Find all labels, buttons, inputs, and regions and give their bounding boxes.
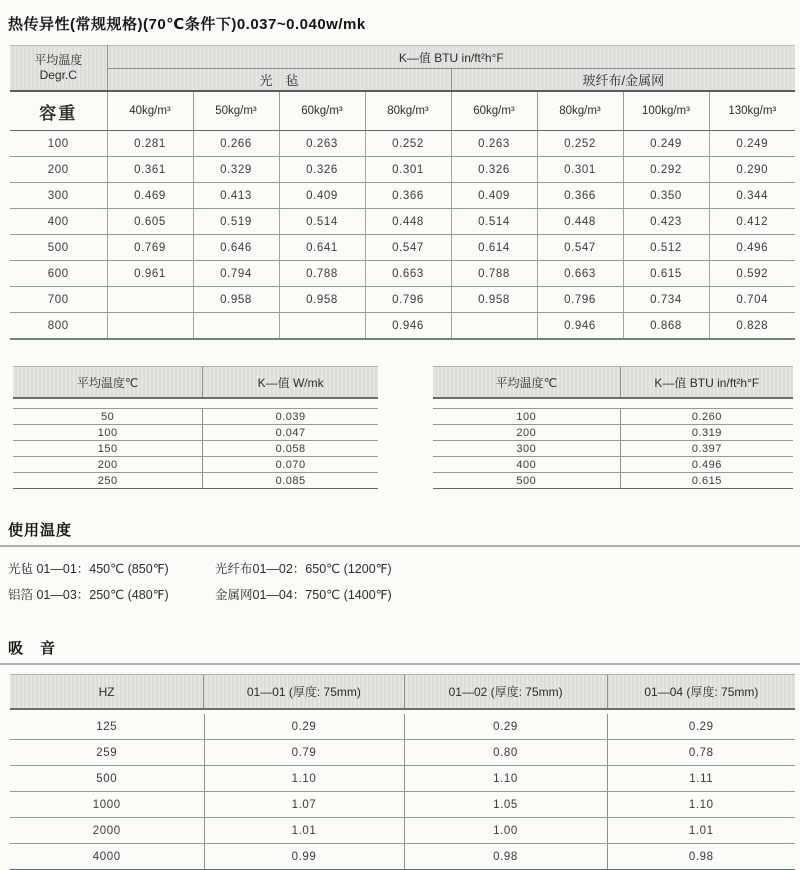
absorption-table (10, 674, 795, 870)
table-cell: 0.98 (607, 844, 795, 870)
table-cell: 0.263 (279, 131, 365, 157)
table-cell: 200 (13, 457, 203, 473)
table-cell: 0.397 (620, 441, 793, 457)
table-cell: 0.496 (620, 457, 793, 473)
table-row (13, 425, 378, 441)
table-cell: 0.249 (623, 131, 709, 157)
table-row (10, 287, 795, 313)
table-cell: 0.614 (451, 235, 537, 261)
table-cell: 0.796 (365, 287, 451, 313)
table-cell: 0.961 (107, 261, 193, 287)
table-cell: 0.085 (203, 473, 378, 489)
table-cell: 0.946 (537, 313, 623, 340)
absorption-heading: 吸 音 (8, 640, 57, 657)
table-cell: 0.646 (193, 235, 279, 261)
usage-item: 光毡 01—01：450℃ (850℉) (8, 562, 169, 576)
wmk-table-header (13, 366, 378, 399)
table-cell: 0.641 (279, 235, 365, 261)
table-cell: 1.01 (204, 818, 404, 844)
table-cell: 0.78 (607, 740, 795, 766)
table-cell: 0.79 (204, 740, 404, 766)
btu-temp-header: 平均温度℃ (495, 375, 558, 390)
usage-row (8, 555, 800, 581)
table-cell: 100 (13, 425, 203, 441)
table-cell: 0.734 (623, 287, 709, 313)
table-cell: 0.663 (365, 261, 451, 287)
table-row (10, 714, 795, 740)
table-cell: 259 (10, 740, 204, 766)
table-cell: 0.252 (537, 131, 623, 157)
table-cell: 1.05 (404, 792, 607, 818)
table-cell: 0.058 (203, 441, 378, 457)
table-row (10, 740, 795, 766)
table-cell: 0.615 (620, 473, 793, 489)
table-cell: 0.946 (365, 313, 451, 340)
table-cell: 0.868 (623, 313, 709, 340)
table-cell: 0.512 (623, 235, 709, 261)
table-cell: 0.326 (451, 157, 537, 183)
table-cell: 0.769 (107, 235, 193, 261)
table-cell: 700 (10, 287, 107, 313)
table-cell: 0.409 (451, 183, 537, 209)
table-cell: 0.98 (404, 844, 607, 870)
table-cell: 0.704 (709, 287, 795, 313)
table-cell: 1000 (10, 792, 204, 818)
degr-c-label: Degr.C (39, 68, 77, 82)
small-tables-row (13, 366, 800, 489)
table-cell: 500 (10, 235, 107, 261)
usage-heading-rule (0, 545, 800, 547)
table-cell: 0.329 (193, 157, 279, 183)
table-cell: 0.514 (451, 209, 537, 235)
table-cell: 0.281 (107, 131, 193, 157)
table-cell: 100 (433, 409, 620, 425)
wmk-table (13, 366, 378, 489)
table-cell: 0.788 (451, 261, 537, 287)
table-cell: 125 (10, 714, 204, 740)
btu-table (433, 366, 793, 489)
absorption-table-header (10, 674, 795, 710)
table-row (433, 441, 793, 457)
table-cell: 0.326 (279, 157, 365, 183)
table-row (10, 209, 795, 235)
usage-list (8, 555, 800, 607)
table-cell (193, 313, 279, 340)
hz-header: HZ (98, 684, 115, 699)
table-cell: 1.01 (607, 818, 795, 844)
table-cell: 400 (433, 457, 620, 473)
table-row (13, 409, 378, 425)
k-value-table-body (10, 131, 795, 340)
absorption-table-body (10, 714, 795, 870)
table-cell: 0.448 (537, 209, 623, 235)
density-header: 60kg/m³ (451, 91, 537, 131)
table-row (10, 261, 795, 287)
density-header: 50kg/m³ (193, 91, 279, 131)
density-row-label: 容重 (10, 91, 107, 131)
table-cell: 0.366 (365, 183, 451, 209)
table-cell: 0.958 (451, 287, 537, 313)
table-cell: 0.469 (107, 183, 193, 209)
usage-item: 光纤布01—02：650℃ (1200℉) (215, 562, 392, 576)
table-row (10, 235, 795, 261)
table-cell: 0.366 (537, 183, 623, 209)
table-cell: 4000 (10, 844, 204, 870)
table-cell: 0.796 (537, 287, 623, 313)
table-row (13, 473, 378, 489)
page-title: 热传异性(常规规格)(70℃条件下)0.037~0.040w/mk (8, 16, 366, 33)
table-cell: 0.070 (203, 457, 378, 473)
abs-col-header: 01—01 (厚度: 75mm) (203, 675, 403, 708)
density-header: 60kg/m³ (279, 91, 365, 131)
table-cell: 1.07 (204, 792, 404, 818)
table-cell: 0.29 (607, 714, 795, 740)
table-row (433, 473, 793, 489)
btu-value-header: K—值 BTU in/ft²h°F (620, 367, 793, 397)
table-cell: 0.260 (620, 409, 793, 425)
table-cell: 250 (13, 473, 203, 489)
wmk-table-body (13, 408, 378, 489)
table-cell: 0.496 (709, 235, 795, 261)
table-row (10, 131, 795, 157)
density-header: 80kg/m³ (537, 91, 623, 131)
density-header: 130kg/m³ (709, 91, 795, 131)
table-cell: 150 (13, 441, 203, 457)
table-cell: 0.828 (709, 313, 795, 340)
btu-table-header (433, 366, 793, 399)
table-cell (279, 313, 365, 340)
table-cell (451, 313, 537, 340)
table-cell: 0.448 (365, 209, 451, 235)
table-cell: 0.615 (623, 261, 709, 287)
table-cell: 0.319 (620, 425, 793, 441)
density-header: 40kg/m³ (107, 91, 193, 131)
table-cell: 0.263 (451, 131, 537, 157)
table-cell: 1.10 (404, 766, 607, 792)
usage-row (8, 581, 800, 607)
table-row (10, 844, 795, 870)
table-cell: 0.290 (709, 157, 795, 183)
table-cell: 0.361 (107, 157, 193, 183)
table-cell: 0.788 (279, 261, 365, 287)
absorption-heading-rule (0, 663, 800, 665)
table-row (433, 425, 793, 441)
abs-col-header: 01—02 (厚度: 75mm) (404, 675, 607, 708)
table-cell: 0.958 (193, 287, 279, 313)
table-cell: 0.039 (203, 409, 378, 425)
table-cell: 0.301 (537, 157, 623, 183)
table-cell: 400 (10, 209, 107, 235)
table-cell: 0.605 (107, 209, 193, 235)
table-cell: 0.958 (279, 287, 365, 313)
usage-heading: 使用温度 (8, 522, 73, 539)
table-cell: 0.794 (193, 261, 279, 287)
table-cell: 0.547 (537, 235, 623, 261)
table-cell: 0.047 (203, 425, 378, 441)
table-cell: 0.292 (623, 157, 709, 183)
wmk-value-header: K—值 W/mk (202, 367, 378, 397)
table-cell: 0.350 (623, 183, 709, 209)
table-cell: 0.29 (404, 714, 607, 740)
table-cell: 500 (433, 473, 620, 489)
table-cell: 0.266 (193, 131, 279, 157)
usage-item: 金属网01—04：750℃ (1400℉) (215, 588, 392, 602)
table-cell: 500 (10, 766, 204, 792)
table-cell: 200 (433, 425, 620, 441)
table-cell: 1.00 (404, 818, 607, 844)
usage-item: 铝箔 01—03：250℃ (480℉) (8, 588, 169, 602)
table-cell (107, 287, 193, 313)
k-value-table (10, 45, 795, 340)
table-cell: 200 (10, 157, 107, 183)
table-cell: 1.10 (204, 766, 404, 792)
table-cell: 1.10 (607, 792, 795, 818)
k-unit-header: K—值 BTU in/ft²h°F (107, 46, 795, 69)
table-row (10, 313, 795, 340)
table-row (433, 409, 793, 425)
table-cell: 2000 (10, 818, 204, 844)
table-cell: 0.519 (193, 209, 279, 235)
table-cell: 0.344 (709, 183, 795, 209)
table-cell: 100 (10, 131, 107, 157)
table-cell: 0.99 (204, 844, 404, 870)
table-row (10, 766, 795, 792)
table-cell: 600 (10, 261, 107, 287)
table-row (13, 441, 378, 457)
table-cell: 0.592 (709, 261, 795, 287)
table-row (13, 457, 378, 473)
table-cell: 0.29 (204, 714, 404, 740)
table-cell: 300 (433, 441, 620, 457)
density-header: 80kg/m³ (365, 91, 451, 131)
table-cell: 0.547 (365, 235, 451, 261)
table-cell: 0.301 (365, 157, 451, 183)
table-cell (107, 313, 193, 340)
table-row (10, 183, 795, 209)
density-header: 100kg/m³ (623, 91, 709, 131)
avg-temp-corner-cell (10, 46, 107, 92)
group-header-glass-felt: 光 毡 (107, 69, 451, 92)
group-header-cloth-mesh: 玻纤布/金属网 (451, 69, 795, 92)
table-row (10, 157, 795, 183)
table-cell: 0.409 (279, 183, 365, 209)
table-cell: 0.249 (709, 131, 795, 157)
avg-temp-label: 平均温度 (34, 53, 83, 67)
wmk-temp-header: 平均温度℃ (76, 375, 139, 390)
table-row (10, 792, 795, 818)
table-cell: 800 (10, 313, 107, 340)
table-cell: 0.412 (709, 209, 795, 235)
table-cell: 1.11 (607, 766, 795, 792)
btu-table-body (433, 408, 793, 489)
table-row (10, 818, 795, 844)
table-cell: 0.423 (623, 209, 709, 235)
table-cell: 0.413 (193, 183, 279, 209)
table-cell: 300 (10, 183, 107, 209)
table-cell: 0.80 (404, 740, 607, 766)
abs-col-header: 01—04 (厚度: 75mm) (607, 675, 795, 708)
table-cell: 50 (13, 409, 203, 425)
table-cell: 0.663 (537, 261, 623, 287)
table-cell: 0.252 (365, 131, 451, 157)
table-row (433, 457, 793, 473)
table-cell: 0.514 (279, 209, 365, 235)
